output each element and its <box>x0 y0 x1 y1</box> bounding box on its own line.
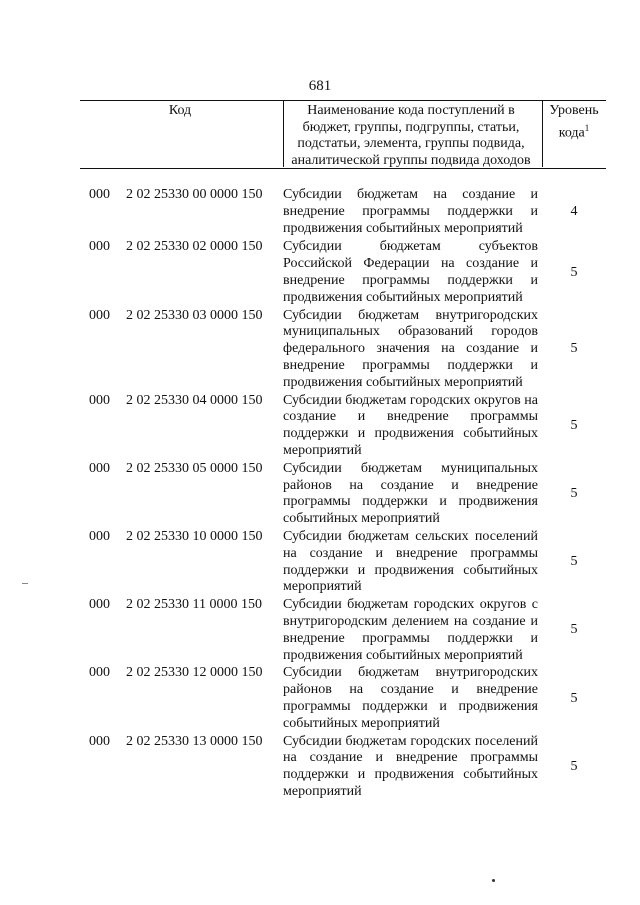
row-name: Субсидии бюджетам внутригородских районов на создание и внедрение программы поддержки и продвижения событийных мероприятий <box>283 665 538 731</box>
row-level: 5 <box>570 341 578 357</box>
row-name: Субсидии бюджетам на создание и внедрение программы поддержки и продвижения событийных мероприятий <box>283 187 538 236</box>
table-row <box>80 461 606 528</box>
row-name: Субсидии бюджетам сельских поселений на создание и внедрение программы поддержки и продвижения событийных мероприятий <box>283 528 538 595</box>
row-level: 4 <box>570 203 578 219</box>
row-prefix: 000 <box>89 239 110 255</box>
header-level <box>542 103 606 142</box>
row-prefix: 000 <box>89 392 110 408</box>
row-name: Субсидии бюджетам внутригородских муниципальных образований городов федерального значения на создание и внедрение программы поддержки и продвижения событийных мероприятий <box>283 307 538 390</box>
table-body <box>80 187 606 801</box>
row-code: 2 02 25330 05 0000 150 <box>126 460 263 476</box>
row-prefix: 000 <box>89 460 110 476</box>
row-code: 2 02 25330 00 0000 150 <box>126 187 263 202</box>
row-level: 5 <box>570 690 578 706</box>
header-level-footnote: 1 <box>584 122 590 133</box>
row-prefix: 000 <box>89 597 110 613</box>
column-divider <box>542 100 543 167</box>
header-name: Наименование кода поступлений в бюджет, группы, подгруппы, статьи, подстатьи, элемента, группы подвида, аналитической группы подвида доходов <box>291 103 531 168</box>
row-code: 2 02 25330 13 0000 150 <box>126 733 263 749</box>
row-prefix: 000 <box>89 187 110 202</box>
row-code: 2 02 25330 12 0000 150 <box>126 665 263 681</box>
row-level: 5 <box>570 264 578 280</box>
row-level: 5 <box>570 485 578 501</box>
scan-speck <box>492 879 495 882</box>
row-prefix: 000 <box>89 307 110 323</box>
table-row <box>80 529 606 596</box>
row-level: 5 <box>570 622 578 638</box>
table-row <box>80 187 606 237</box>
row-code: 2 02 25330 02 0000 150 <box>126 239 263 255</box>
header-level-label: Уровень кода <box>549 103 599 141</box>
row-name: Субсидии бюджетам субъектов Российской Федерации на создание и внедрение программы поддержки и продвижения событийных мероприятий <box>283 239 538 305</box>
table-row <box>80 665 606 732</box>
table-row <box>80 734 606 801</box>
row-prefix: 000 <box>89 528 110 544</box>
row-name: Субсидии бюджетам городских округов с внутригородским делением на создание и внедрение программы поддержки и продвижения событийных мероприятий <box>283 597 538 663</box>
row-code: 2 02 25330 10 0000 150 <box>126 528 263 544</box>
row-name: Субсидии бюджетам муниципальных районов на создание и внедрение программы поддержки и продвижения событийных мероприятий <box>283 460 538 527</box>
row-prefix: 000 <box>89 665 110 681</box>
row-code: 2 02 25330 04 0000 150 <box>126 392 263 408</box>
row-level: 5 <box>570 758 578 774</box>
row-code: 2 02 25330 03 0000 150 <box>126 307 263 323</box>
header-code: Код <box>168 103 192 118</box>
row-name: Субсидии бюджетам городских округов на создание и внедрение программы поддержки и продвижения событийных мероприятий <box>283 392 538 458</box>
table-row <box>80 393 606 460</box>
table-row <box>80 597 606 664</box>
row-level: 5 <box>570 554 578 570</box>
row-prefix: 000 <box>89 733 110 749</box>
column-divider <box>283 100 284 167</box>
page-number: 681 <box>308 78 332 94</box>
row-code: 2 02 25330 11 0000 150 <box>126 597 262 613</box>
table-row <box>80 308 606 392</box>
table-row <box>80 239 606 306</box>
scan-mark <box>22 583 28 584</box>
row-name: Субсидии бюджетам городских поселений на создание и внедрение программы поддержки и продвижения событийных мероприятий <box>283 733 538 799</box>
row-level: 5 <box>570 417 578 433</box>
table-header <box>80 100 606 169</box>
